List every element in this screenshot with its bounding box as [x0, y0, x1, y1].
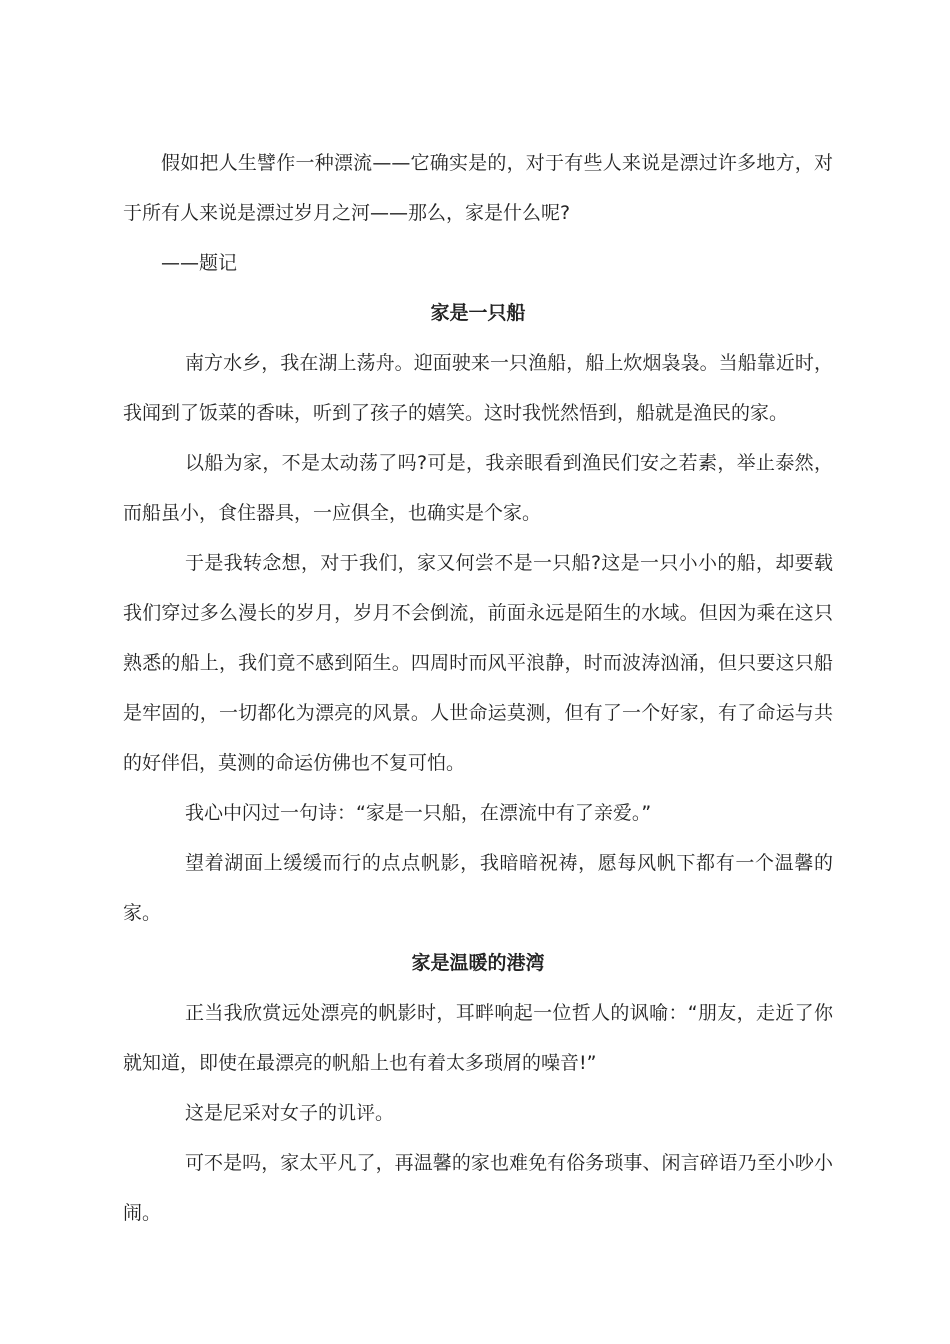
section-title-boat: 家是一只船: [430, 302, 526, 324]
document-body: [123, 138, 833, 1238]
paragraph: 正当我欣赏远处漂亮的帆影时，耳畔响起一位哲人的讽喻：“朋友，走近了你就知道，即使在最漂亮的帆船上也有着太多琐屑的噪音!”: [123, 1002, 833, 1074]
paragraph: 可不是吗，家太平凡了，再温馨的家也难免有俗务琐事、闲言碎语乃至小吵小闹。: [123, 1152, 833, 1224]
epigraph-text: 假如把人生譬作一种漂流——它确实是的，对于有些人来说是漂过许多地方，对于所有人来说是漂过岁月之河——那么，家是什么呢?: [123, 152, 833, 224]
paragraph: 南方水乡，我在湖上荡舟。迎面驶来一只渔船，船上炊烟袅袅。当船靠近时，我闻到了饭菜的香味，听到了孩子的嬉笑。这时我恍然悟到，船就是渔民的家。: [123, 352, 833, 424]
paragraph: 望着湖面上缓缓而行的点点帆影，我暗暗祝祷，愿每风帆下都有一个温馨的家。: [123, 852, 833, 924]
epigraph-signature: ——题记: [161, 252, 238, 274]
paragraph: 于是我转念想，对于我们，家又何尝不是一只船?这是一只小小的船，却要载我们穿过多么漫长的岁月，岁月不会倒流，前面永远是陌生的水域。但因为乘在这只熟悉的船上，我们竟不感到陌生。四周时而风平浪静，时而波涛汹涌，但只要这只船是牢固的，一切都化为漂亮的风景。人世命运莫测，但有了一个好家，有了命运与共的好伴侣，莫测的命运仿佛也不复可怕。: [123, 552, 833, 774]
paragraph: 以船为家，不是太动荡了吗?可是，我亲眼看到渔民们安之若素，举止泰然，而船虽小，食住器具，一应俱全，也确实是个家。: [123, 452, 833, 524]
paragraph: 我心中闪过一句诗：“家是一只船，在漂流中有了亲爱。”: [185, 802, 652, 824]
section-title-harbor: 家是温暖的港湾: [411, 952, 545, 974]
paragraph: 这是尼采对女子的讥评。: [185, 1102, 395, 1124]
